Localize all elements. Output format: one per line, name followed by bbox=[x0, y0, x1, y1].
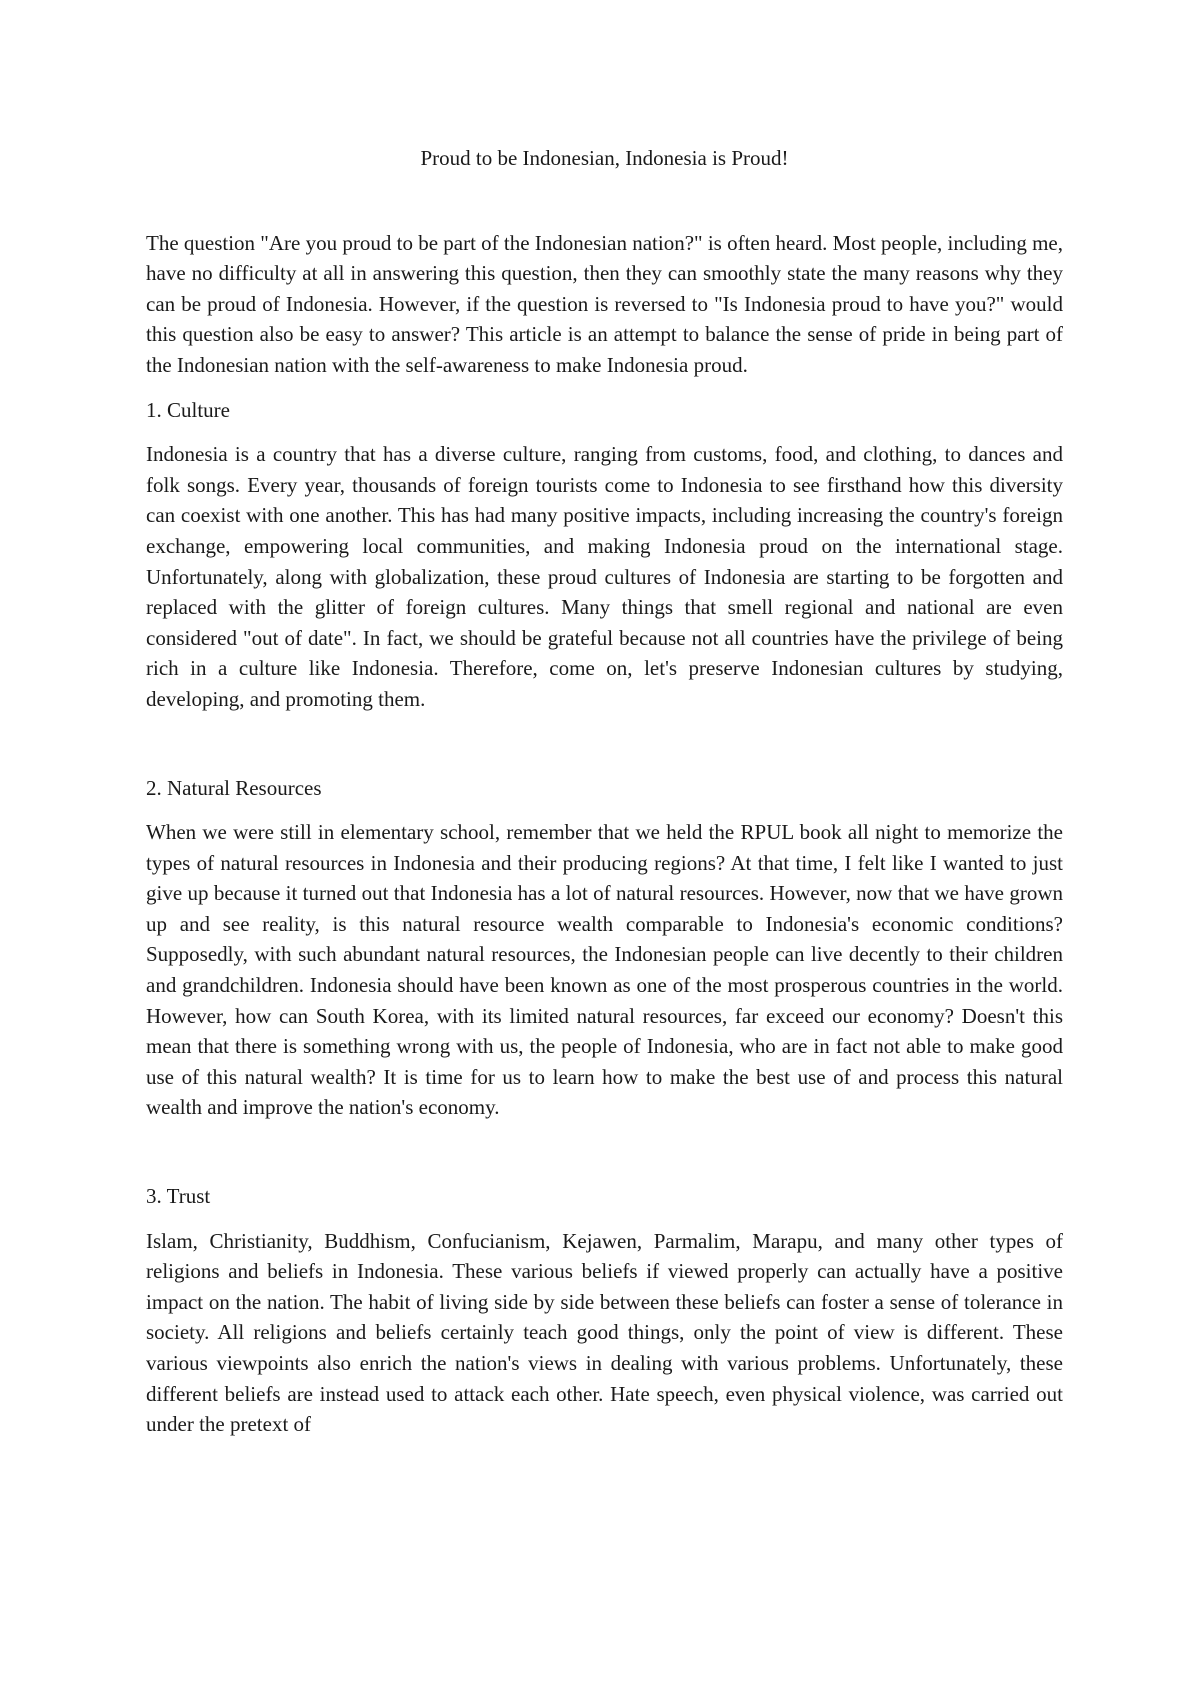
section-body-culture: Indonesia is a country that has a diverse culture, ranging from customs, food, and clothing, to dances and folk songs. Every year, thousands of foreign tourists come to Indonesia to see firsthand how this diversity can coexist with one another. This has had many positive impacts, including increasing the country's foreign exchange, empowering local communities, and making Indonesia proud on the international stage. Unfortunately, along with globalization, these proud cultures of Indonesia are starting to be forgotten and replaced with the glitter of foreign cultures. Many things that smell regional and national are even considered "out of date". In fact, we should be grateful because not all countries have the privilege of being rich in a culture like Indonesia. Therefore, come on, let's preserve Indonesian cultures by studying, developing, and promoting them. bbox=[146, 442, 1063, 711]
document-title: Proud to be Indonesian, Indonesia is Proud! bbox=[420, 146, 789, 170]
document-body bbox=[146, 143, 1063, 1454]
section-body-natural-resources: When we were still in elementary school, remember that we held the RPUL book all night to memorize the types of natural resources in Indonesia and their producing regions? At that time, I felt like I wanted to just give up because it turned out that Indonesia has a lot of natural resources. However, now that we have grown up and see reality, is this natural resource wealth comparable to Indonesia's economic conditions? Supposedly, with such abundant natural resources, the Indonesian people can live decently to their children and grandchildren. Indonesia should have been known as one of the most prosperous countries in the world. However, how can South Korea, with its limited natural resources, far exceed our economy? Doesn't this mean that there is something wrong with us, the people of Indonesia, who are in fact not able to make good use of this natural wealth? It is time for us to learn how to make the best use of and process this natural wealth and improve the nation's economy. bbox=[146, 820, 1063, 1120]
section-heading-culture: 1. Culture bbox=[146, 397, 230, 422]
section-heading-natural-resources: 2. Natural Resources bbox=[146, 775, 322, 800]
section-body-trust: Islam, Christianity, Buddhism, Confucianism, Kejawen, Parmalim, Marapu, and many other types of religions and beliefs in Indonesia. These various beliefs if viewed properly can actually have a positive impact on the nation. The habit of living side by side between these beliefs can foster a sense of tolerance in society. All religions and beliefs certainly teach good things, only the point of view is different. These various viewpoints also enrich the nation's views in dealing with various problems. Unfortunately, these different beliefs are instead used to attack each other. Hate speech, even physical violence, was carried out under the pretext of bbox=[146, 1228, 1063, 1437]
intro-paragraph: The question "Are you proud to be part of the Indonesian nation?" is often heard. Most people, including me, have no difficulty at all in answering this question, then they can smoothly state the many reasons why they can be proud of Indonesia. However, if the question is reversed to "Is Indonesia proud to have you?" would this question also be easy to answer? This article is an attempt to balance the sense of pride in being part of the Indonesian nation with the self-awareness to make Indonesia proud. bbox=[146, 230, 1064, 377]
section-heading-trust: 3. Trust bbox=[146, 1184, 211, 1209]
